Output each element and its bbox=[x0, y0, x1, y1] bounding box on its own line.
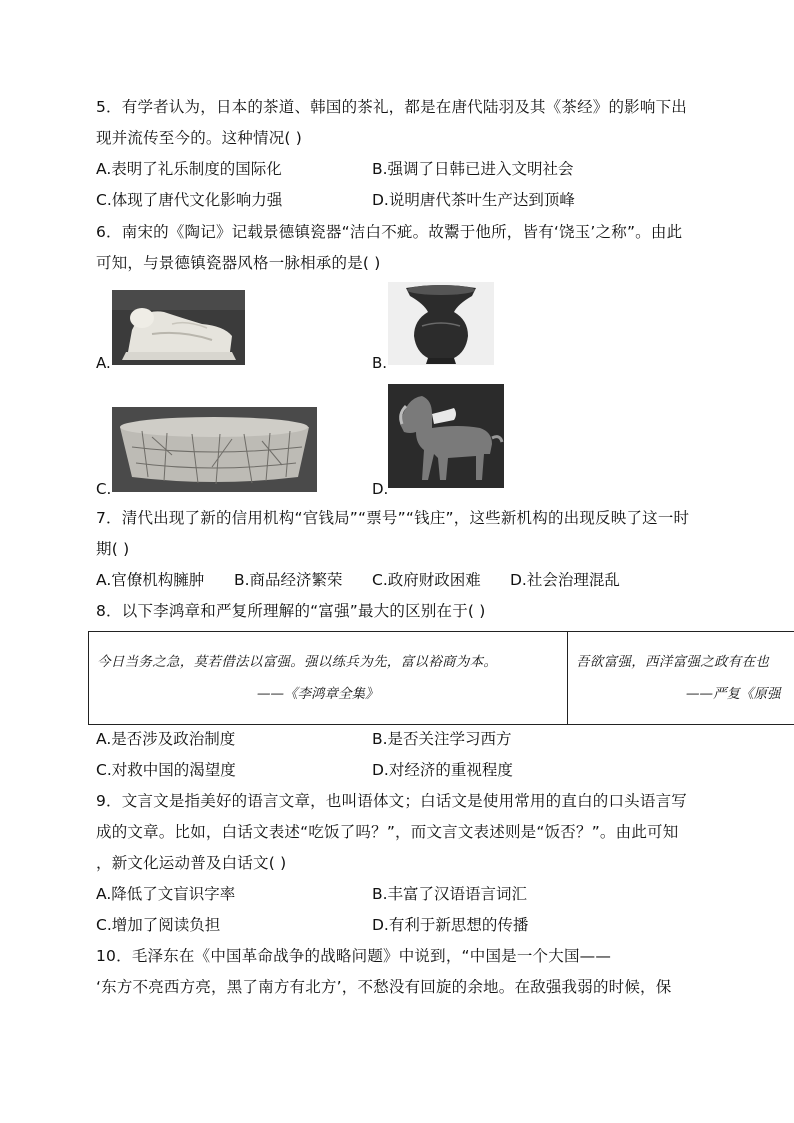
q8-option-d[interactable]: D.对经济的重视程度 bbox=[372, 761, 513, 779]
q9-option-b[interactable]: B.丰富了汉语语言词汇 bbox=[372, 885, 528, 903]
option-c-crackle-basin-image[interactable] bbox=[112, 407, 317, 492]
q9-stem-line2: 成的文章。比如，白话文表述“吃饭了吗？”，而文言文表述则是“饭否？”。由此可知 bbox=[96, 823, 679, 841]
option-d-horse-figurine-image[interactable] bbox=[388, 384, 504, 488]
q8-stem: 8．以下李鸿章和严复所理解的“富强”最大的区别在于( ) bbox=[96, 602, 486, 620]
option-a-porcelain-pillow-image[interactable] bbox=[112, 290, 245, 365]
quote-li-text: 今日当务之急，莫若借法以富强。强以练兵为先，富以裕商为本。 bbox=[97, 654, 498, 670]
q8-quote-table bbox=[88, 631, 794, 725]
q5-stem-line2: 现并流传至今的。这种情况( ) bbox=[96, 129, 303, 147]
quote-li-hongzhang bbox=[89, 632, 568, 724]
quote-yan-text: 吾欲富强，西洋富强之政有在也 bbox=[576, 654, 770, 670]
q9-option-a[interactable]: A.降低了文盲识字率 bbox=[96, 885, 236, 903]
q7-option-d[interactable]: D.社会治理混乱 bbox=[510, 571, 620, 589]
option-a-label: A. bbox=[96, 354, 111, 372]
q7-option-c[interactable]: C.政府财政困难 bbox=[372, 571, 481, 589]
q5-option-a[interactable]: A.表明了礼乐制度的国际化 bbox=[96, 160, 282, 178]
q5-option-b[interactable]: B.强调了日韩已进入文明社会 bbox=[372, 160, 574, 178]
q5-stem-line1: 5．有学者认为，日本的茶道、韩国的茶礼，都是在唐代陆羽及其《茶经》的影响下出 bbox=[96, 98, 687, 116]
q6-stem-line1: 6．南宋的《陶记》记载景德镇瓷器“洁白不疵。故鬻于他所，皆有‘饶玉’之称”。由此 bbox=[96, 223, 683, 241]
option-b-label: B. bbox=[372, 354, 388, 372]
q9-option-c[interactable]: C.增加了阅读负担 bbox=[96, 916, 221, 934]
option-b-dark-vessel-image[interactable] bbox=[388, 282, 494, 365]
q7-stem-line1: 7．清代出现了新的信用机构“官钱局”“票号”“钱庄”，这些新机构的出现反映了这一时 bbox=[96, 509, 690, 527]
quote-li-source: ——《李鸿章全集》 bbox=[257, 686, 379, 702]
quote-yan-source: ——严复《原强 bbox=[686, 686, 781, 702]
q9-stem-line1: 9．文言文是指美好的语言文章，也叫语体文；白话文是使用常用的直白的口头语言写 bbox=[96, 792, 687, 810]
quote-yan-fu bbox=[568, 632, 794, 724]
option-d-label: D. bbox=[372, 480, 389, 498]
q6-stem-line2: 可知，与景德镇瓷器风格一脉相承的是( ) bbox=[96, 254, 381, 272]
q8-option-b[interactable]: B.是否关注学习西方 bbox=[372, 730, 512, 748]
option-c-label: C. bbox=[96, 480, 112, 498]
q7-option-a[interactable]: A.官僚机构臃肿 bbox=[96, 571, 205, 589]
q10-stem-line1: 10．毛泽东在《中国革命战争的战略问题》中说到，“中国是一个大国—— bbox=[96, 947, 612, 965]
q9-stem-line3: ，新文化运动普及白话文( ) bbox=[96, 854, 287, 872]
q5-option-d[interactable]: D.说明唐代茶叶生产达到顶峰 bbox=[372, 191, 575, 209]
q10-stem-line2: ‘东方不亮西方亮，黑了南方有北方’，不愁没有回旋的余地。在敌强我弱的时候，保 bbox=[96, 978, 672, 996]
q9-option-d[interactable]: D.有利于新思想的传播 bbox=[372, 916, 529, 934]
q8-option-c[interactable]: C.对救中国的渴望度 bbox=[96, 761, 236, 779]
q8-option-a[interactable]: A.是否涉及政治制度 bbox=[96, 730, 236, 748]
q7-stem-line2: 期( ) bbox=[96, 540, 130, 558]
q5-option-c[interactable]: C.体现了唐代文化影响力强 bbox=[96, 191, 283, 209]
q7-option-b[interactable]: B.商品经济繁荣 bbox=[234, 571, 343, 589]
